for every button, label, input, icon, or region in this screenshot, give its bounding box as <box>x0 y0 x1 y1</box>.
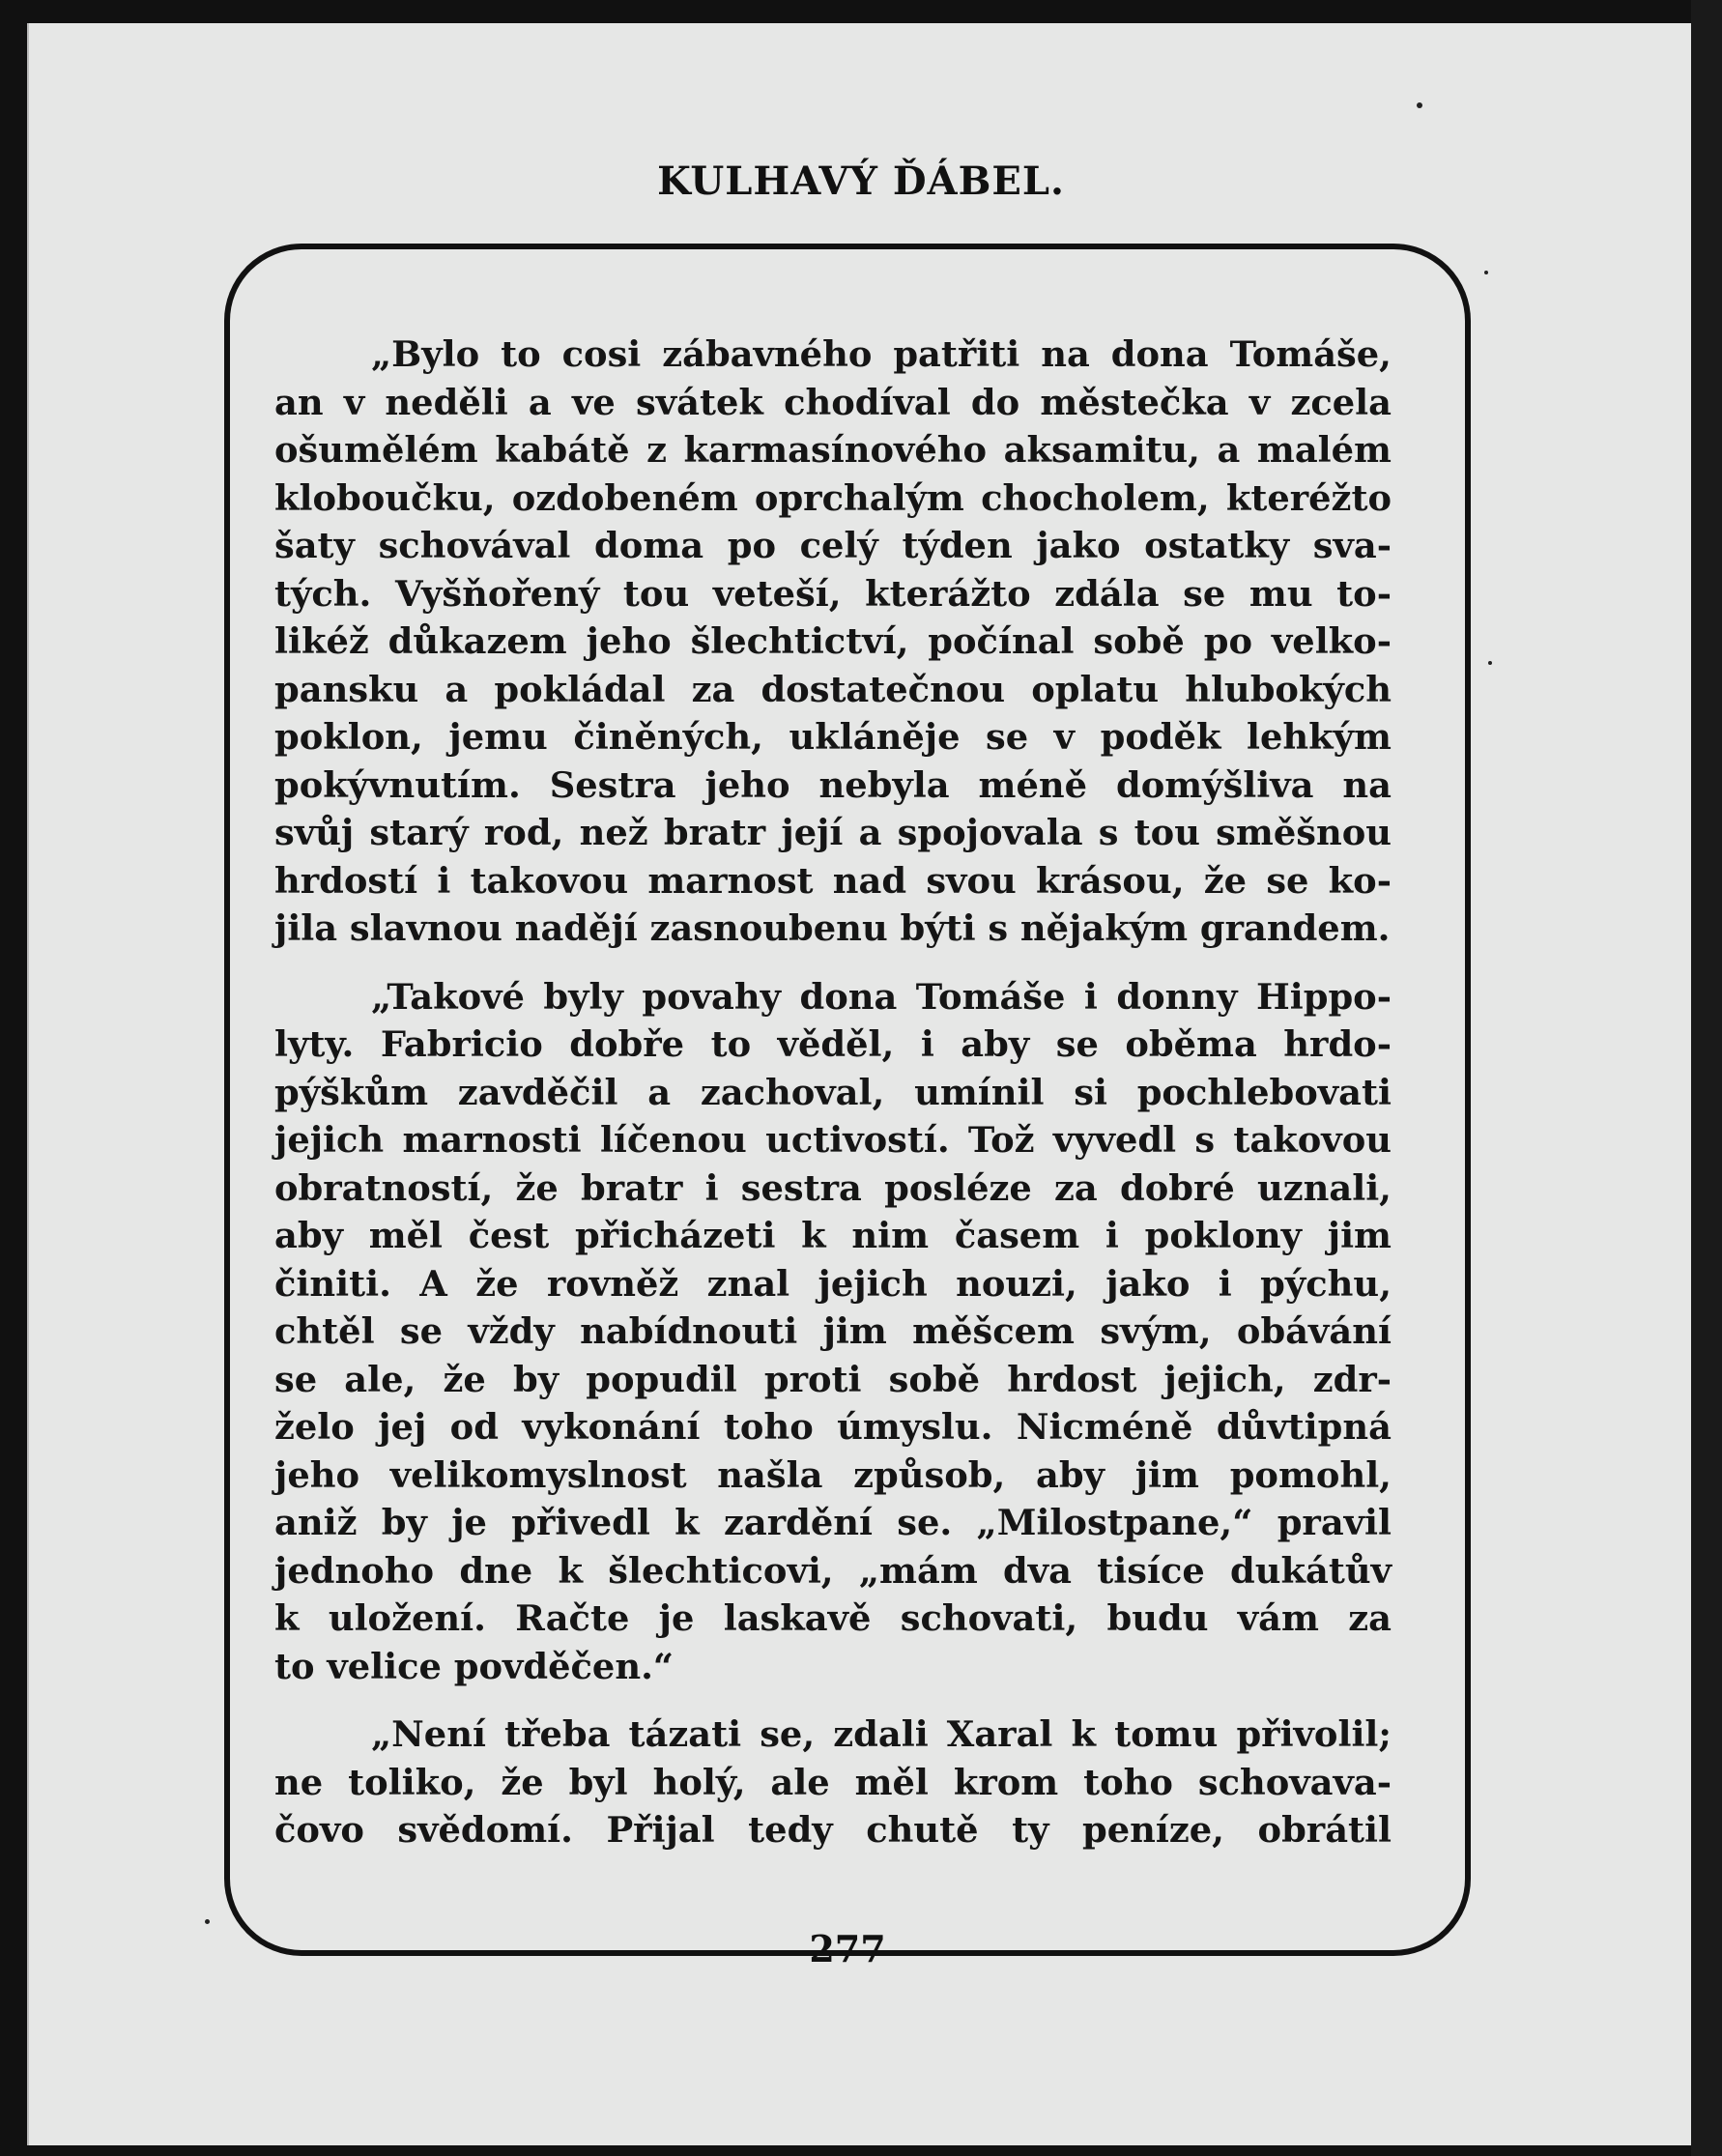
text-line: kloboučku, ozdobeném oprchalým chocholem, kteréžto <box>274 475 1392 519</box>
book-page <box>27 23 1693 2145</box>
running-head: KULHAVÝ ĎÁBEL. <box>657 158 1065 204</box>
text-line: pansku a pokládal za dostatečnou oplatu hlubokých <box>274 667 1392 710</box>
text-line: obratností, že bratr i sestra posléze za dobré uznali, <box>274 1165 1392 1209</box>
text-line: „Bylo to cosi zábavného patřiti na dona Tomáše, <box>371 332 1392 375</box>
text-line: „Není třeba tázati se, zdali Xaral k tomu přivolil; <box>371 1712 1392 1755</box>
paragraph-1 <box>274 331 1392 953</box>
text-line: ošumělém kabátě z karmasínového aksamitu, a malém <box>274 428 1392 471</box>
text-line: jeho velikomyslnost našla způsob, aby jim pomohl, <box>274 1452 1392 1496</box>
text-line: to velice povděčen.“ <box>274 1644 674 1687</box>
paragraph-2 <box>274 973 1392 1691</box>
text-line: hrdostí i takovou marnost nad svou krásou, že se ko- <box>274 858 1392 902</box>
text-line: pokývnutím. Sestra jeho nebyla méně domýšliva na <box>274 762 1392 806</box>
scan-edge <box>1691 0 1722 2156</box>
text-line: k uložení. Račte je laskavě schovati, budu vám za <box>274 1596 1392 1639</box>
text-line: tých. Vyšňořený tou veteší, kterážto zdála se mu to- <box>274 571 1392 615</box>
text-line: lyty. Fabricio dobře to věděl, i aby se oběma hrdo- <box>274 1022 1392 1065</box>
paper-speck <box>1417 102 1422 108</box>
page-footer <box>224 1925 1471 1983</box>
text-line: an v neděli a ve svátek chodíval do městečka v zcela <box>274 380 1392 423</box>
text-line: pýškům zavděčil a zachoval, umínil si pochlebovati <box>274 1070 1392 1113</box>
text-line: „Takové byly povahy dona Tomáše i donny Hippo- <box>371 974 1392 1018</box>
text-line: činiti. A že rovněž znal jejich nouzi, jako i pýchu, <box>274 1261 1392 1305</box>
text-line: jejich marnosti líčenou uctivostí. Tož vyvedl s takovou <box>274 1118 1392 1161</box>
paragraph-3 <box>274 1710 1392 1854</box>
text-line: se ale, že by popudil proti sobě hrdost jejich, zdr- <box>274 1357 1392 1400</box>
paper-speck <box>205 1919 210 1924</box>
text-line: šaty schovával doma po celý týden jako ostatky sva- <box>274 524 1392 566</box>
text-line: aniž by je přivedl k zardění se. „Milostpane,“ pravil <box>274 1501 1392 1543</box>
text-line: likéž důkazem jeho šlechtictví, počínal sobě po velko- <box>274 619 1392 662</box>
text-line: aby měl čest přicházeti k nim časem i poklony jim <box>274 1214 1392 1256</box>
page-number: 277 <box>809 1927 886 1970</box>
text-line: jila slavnou nadějí zasnoubenu býti s nějakým grandem. <box>274 906 1391 949</box>
paper-speck <box>1484 271 1488 274</box>
text-line: čovo svědomí. Přijal tedy chutě ty peníze, obrátil <box>274 1808 1392 1851</box>
text-line: svůj starý rod, než bratr její a spojovala s tou směšnou <box>274 811 1392 853</box>
text-line: poklon, jemu činěných, ukláněje se v poděk lehkým <box>274 715 1392 758</box>
paper-speck <box>1488 661 1492 665</box>
text-line: ne toliko, že byl holý, ale měl krom toho schovava- <box>274 1760 1392 1803</box>
body-text <box>274 331 1392 1875</box>
text-line: jednoho dne k šlechticovi, „mám dva tisíce dukátův <box>274 1548 1392 1592</box>
text-line: chtěl se vždy nabídnouti jim měšcem svým, obávání <box>274 1309 1392 1352</box>
text-line: želo jej od vykonání toho úmyslu. Nicméně důvtipná <box>274 1405 1392 1448</box>
